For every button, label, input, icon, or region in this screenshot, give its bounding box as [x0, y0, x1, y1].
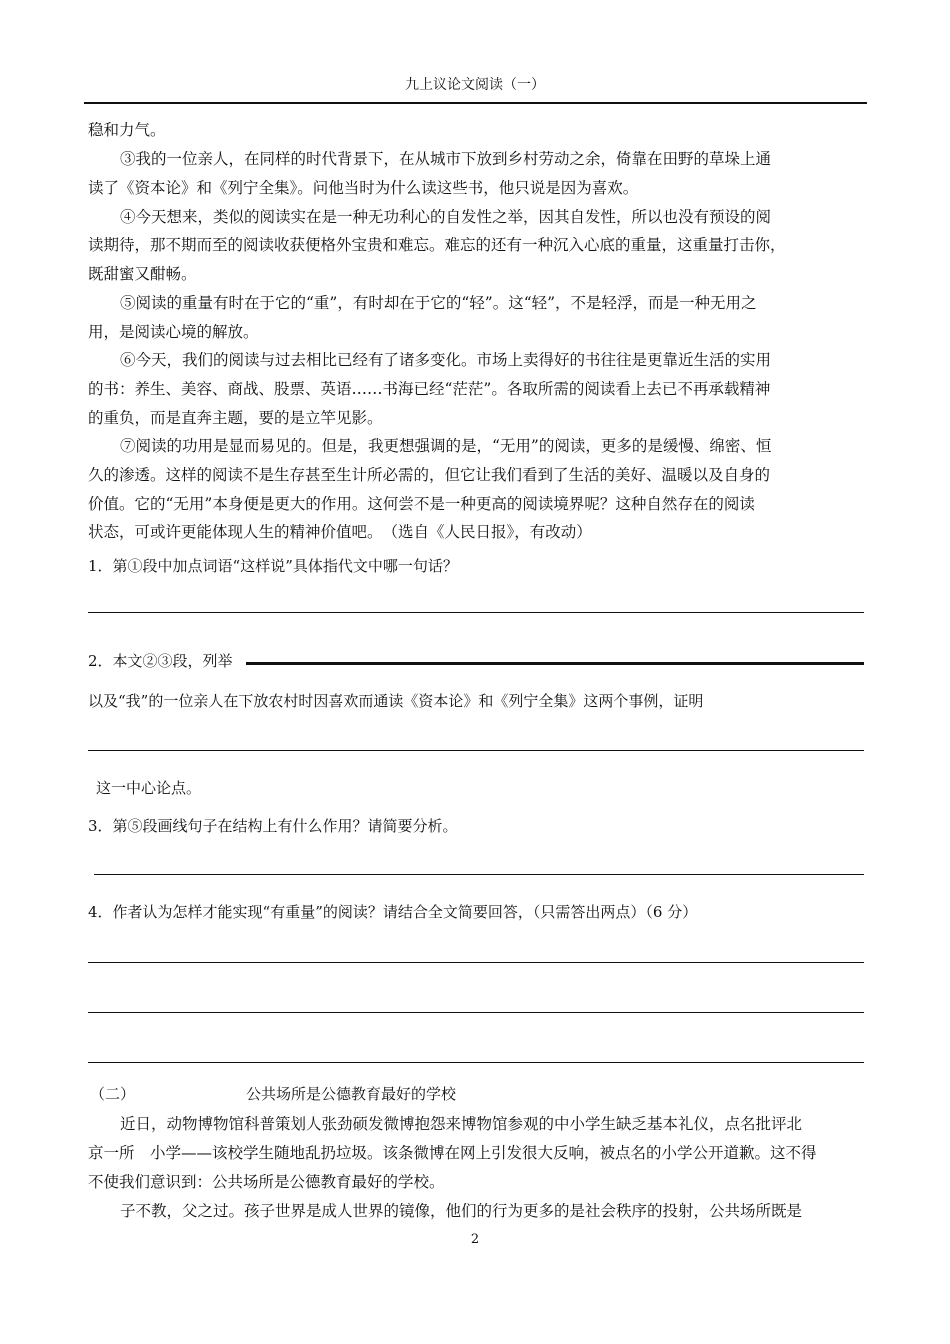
- question-2-line2: 以及“我”的一位亲人在下放农村时因喜欢而通读《资本论》和《列宁全集》这两个事例，证明: [88, 692, 704, 710]
- section-line: 不使我们意识到：公共场所是公德教育最好的学校。: [88, 1173, 445, 1191]
- passage-line: ③我的一位亲人，在同样的时代背景下，在从城市下放到乡村劳动之余，倚靠在田野的草垛上通: [120, 150, 772, 168]
- passage-line: 稳和力气。: [88, 121, 166, 139]
- section-label: （二）: [90, 1085, 136, 1103]
- answer-line-q1[interactable]: [88, 612, 864, 613]
- passage-line: 的书：养生、美容、商战、股票、英语……书海已经“茫茫”。各取所需的阅读看上去已不再承载精神: [88, 380, 771, 398]
- answer-blank-q2a[interactable]: [246, 662, 864, 665]
- answer-line-q3[interactable]: [94, 874, 864, 875]
- passage-line: 久的渗透。这样的阅读不是生存甚至生计所必需的，但它让我们看到了生活的美好、温暖以及自身的: [88, 466, 771, 484]
- header-divider: [84, 102, 867, 104]
- question-2-line3: 这一中心论点。: [96, 779, 202, 797]
- page-number: 2: [470, 1232, 480, 1247]
- answer-blank-q2b[interactable]: [88, 750, 864, 751]
- passage-line: 读了《资本论》和《列宁全集》。问他当时为什么读这些书，他只说是因为喜欢。: [88, 179, 639, 197]
- passage-line: ⑥今天，我们的阅读与过去相比已经有了诸多变化。市场上卖得好的书往往是更靠近生活的实用: [120, 351, 772, 369]
- section-title: 公共场所是公德教育最好的学校: [246, 1085, 457, 1103]
- passage-line: ⑤阅读的重量有时在于它的“重”，有时却在于它的“轻”。这“轻”，不是轻浮，而是一种无用之: [120, 294, 757, 312]
- question-2-prefix: 2．本文②③段，列举: [88, 652, 233, 670]
- page-header: 九上议论文阅读（一）: [405, 77, 545, 93]
- passage-line: 价值。它的“无用”本身便是更大的作用。这何尝不是一种更高的阅读境界呢？这种自然存在的阅读: [88, 495, 755, 513]
- passage-line: 用，是阅读心境的解放。: [88, 323, 259, 341]
- passage-line: 的重负，而是直奔主题，要的是立竿见影。: [88, 409, 383, 427]
- answer-line-q4[interactable]: [88, 1062, 864, 1063]
- question-4: 4．作者认为怎样才能实现“有重量”的阅读？请结合全文简要回答，（只需答出两点）（6 分）: [88, 903, 698, 921]
- answer-line-q4[interactable]: [88, 1012, 864, 1013]
- passage-line: 读期待，那不期而至的阅读收获便格外宝贵和难忘。难忘的还有一种沉入心底的重量，这重量打击你，: [88, 236, 786, 254]
- passage-line: 既甜蜜又酣畅。: [88, 265, 197, 283]
- question-1: 1．第①段中加点词语“这样说”具体指代文中哪一句话？: [88, 557, 458, 575]
- answer-line-q4[interactable]: [88, 962, 864, 963]
- passage-line: ④今天想来，类似的阅读实在是一种无功利心的自发性之举，因其自发性，所以也没有预设的阅: [120, 208, 772, 226]
- section-line: 子不教，父之过。孩子世界是成人世界的镜像，他们的行为更多的是社会秩序的投射，公共场所既是: [120, 1202, 803, 1220]
- section-line: 近日，动物博物馆科普策划人张劲硕发微博抱怨来博物馆参观的中小学生缺乏基本礼仪，点名批评北: [120, 1115, 803, 1133]
- passage-line: ⑦阅读的功用是显而易见的。但是，我更想强调的是，“无用”的阅读，更多的是缓慢、绵密、恒: [120, 437, 772, 455]
- question-3: 3．第⑤段画线句子在结构上有什么作用？请简要分析。: [88, 817, 458, 835]
- section-line: 京一所 小学——该校学生随地乱扔垃圾。该条微博在网上引发很大反响，被点名的小学公开道歉。这不得: [88, 1144, 817, 1162]
- passage-line: 状态，可或许更能体现人生的精神价值吧。 （选自《人民日报》，有改动）: [88, 523, 592, 541]
